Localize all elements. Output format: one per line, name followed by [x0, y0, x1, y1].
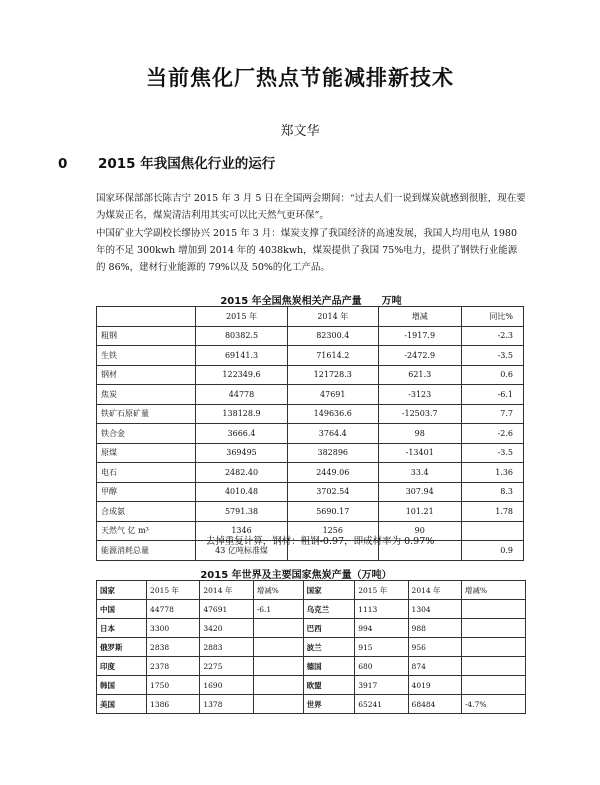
table-cell: 粗钢 [97, 326, 196, 346]
world-coke-table [96, 580, 526, 714]
table-cell: 680 [355, 657, 408, 676]
table-cell: 原煤 [97, 443, 196, 463]
table-cell: 生铁 [97, 346, 196, 366]
table2-caption: 2015 年世界及主要国家焦炭产量（万吨） [200, 570, 392, 581]
table-cell: 956 [408, 638, 461, 657]
table-cell: 5791.38 [196, 502, 287, 522]
table-header-cell: 2014 年 [408, 581, 461, 600]
table-row [97, 326, 524, 346]
table-cell: 98 [378, 424, 461, 444]
table-cell [253, 676, 303, 695]
table-row [97, 638, 526, 657]
table-cell: 2482.40 [196, 463, 287, 483]
table-header-cell: 增减% [253, 581, 303, 600]
table-cell: 美国 [97, 695, 147, 714]
table-cell: 382896 [287, 443, 378, 463]
table-cell: 122349.6 [196, 365, 287, 385]
table-cell: 韩国 [97, 676, 147, 695]
table-cell: 世界 [303, 695, 355, 714]
table-cell: 1346 [196, 521, 287, 541]
table-cell: 波兰 [303, 638, 355, 657]
table-cell: 47691 [287, 385, 378, 405]
table-cell: 307.94 [378, 482, 461, 502]
table-cell: 0.6 [461, 365, 523, 385]
table-row [97, 404, 524, 424]
table-cell: 994 [355, 619, 408, 638]
table-cell: -3.5 [461, 346, 523, 366]
table-cell: 3300 [147, 619, 200, 638]
table-row [97, 676, 526, 695]
table-header-row [97, 307, 524, 327]
table-cell: 钢材 [97, 365, 196, 385]
table-row [97, 502, 524, 522]
table-cell: 1378 [200, 695, 253, 714]
table-header-cell: 2014 年 [287, 307, 378, 327]
table1-note: 去掉重复计算，钢材：粗钢-0.97，即成材率为 0.97% [205, 536, 435, 547]
table-cell [253, 695, 303, 714]
table-cell: 47691 [200, 600, 253, 619]
table-cell: 43 亿吨标准煤 [196, 541, 287, 561]
table-header-cell: 2015 年 [147, 581, 200, 600]
table-cell: 1113 [355, 600, 408, 619]
table-cell: -2.3 [461, 326, 523, 346]
table-header-cell: 2015 年 [196, 307, 287, 327]
table-row [97, 657, 526, 676]
table-header-cell: 国家 [303, 581, 355, 600]
table-cell [253, 619, 303, 638]
table-cell: 铁矿石原矿量 [97, 404, 196, 424]
table-cell: 2449.06 [287, 463, 378, 483]
table-cell: 欧盟 [303, 676, 355, 695]
section-number: 0 [58, 156, 68, 172]
table-cell [461, 638, 525, 657]
section-heading [58, 152, 275, 172]
table-cell: 4010.48 [196, 482, 287, 502]
table-row [97, 385, 524, 405]
table-cell: 1750 [147, 676, 200, 695]
author-name: 郑文华 [280, 124, 320, 139]
table-cell: 5690.17 [287, 502, 378, 522]
table-cell: 印度 [97, 657, 147, 676]
table-header-cell: 增减% [461, 581, 525, 600]
table-cell: 3420 [200, 619, 253, 638]
table-cell: 915 [355, 638, 408, 657]
table-cell: 能源消耗总量 [97, 541, 196, 561]
table-cell: 电石 [97, 463, 196, 483]
table-cell: -1917.9 [378, 326, 461, 346]
document-title: 当前焦化厂热点节能减排新技术 [146, 66, 454, 90]
table-cell: 德国 [303, 657, 355, 676]
table-cell: 2275 [200, 657, 253, 676]
table-cell: 988 [408, 619, 461, 638]
table-cell: -2472.9 [378, 346, 461, 366]
table-cell: 1.36 [461, 463, 523, 483]
table-header-cell [97, 307, 196, 327]
table-cell: -6.1 [461, 385, 523, 405]
table-cell: 80382.5 [196, 326, 287, 346]
table-row [97, 600, 526, 619]
table-cell: 101.21 [378, 502, 461, 522]
table-cell: 俄罗斯 [97, 638, 147, 657]
table-cell: 369495 [196, 443, 287, 463]
table-cell: -12503.7 [378, 404, 461, 424]
table-cell: -4.7% [461, 695, 525, 714]
table-cell: 138128.9 [196, 404, 287, 424]
table-cell: 0.9 [461, 541, 523, 561]
table-cell: 日本 [97, 619, 147, 638]
table-header-row [97, 581, 526, 600]
table-row [97, 619, 526, 638]
table-row [97, 463, 524, 483]
table-cell [461, 600, 525, 619]
paragraph-1: 国家环保部部长陈吉宁 2015 年 3 月 5 日在全国两会期间：“过去人们一说到煤炭就感到很脏，现在要为煤炭正名，煤炭清洁利用其实可以比天然气更环保”。 [96, 193, 526, 221]
table1-caption: 2015 年全国焦炭相关产品产量 万吨 [220, 296, 402, 307]
table-row [97, 482, 524, 502]
table-cell [461, 676, 525, 695]
table-cell: 68484 [408, 695, 461, 714]
paragraph-2: 中国矿业大学副校长缪协兴 2015 年 3 月：煤炭支撑了我国经济的高速发展，我国人均用电从 1980 年的不足 300kwh 增加到 2014 年的 4038kwh，煤炭提供了我国 75%电力，提供了钢铁行业能源的 86%，建材行业能源的 79%以及 50%的化工产品。 [96, 228, 518, 273]
table-cell: 2378 [147, 657, 200, 676]
table-cell: 乌克兰 [303, 600, 355, 619]
table-cell: 7.7 [461, 404, 523, 424]
table-cell [461, 657, 525, 676]
table-cell: 天然气 亿 m³ [97, 521, 196, 541]
table-cell: 71614.2 [287, 346, 378, 366]
coke-products-table [96, 306, 524, 561]
table-cell: 3666.4 [196, 424, 287, 444]
table-cell: -3123 [378, 385, 461, 405]
table-cell: -6.1 [253, 600, 303, 619]
table-cell: 铁合金 [97, 424, 196, 444]
table-cell [253, 638, 303, 657]
table-cell: -3.5 [461, 443, 523, 463]
table-cell: 1690 [200, 676, 253, 695]
table-row [97, 695, 526, 714]
table-header-cell: 2015 年 [355, 581, 408, 600]
table-cell: 1256 [287, 521, 378, 541]
table-cell: 合成氨 [97, 502, 196, 522]
table-cell: 90 [378, 521, 461, 541]
table-cell: 82300.4 [287, 326, 378, 346]
table-cell: 44778 [196, 385, 287, 405]
table-cell: 874 [408, 657, 461, 676]
table-cell: 1.78 [461, 502, 523, 522]
table-header-cell: 同比% [461, 307, 523, 327]
table-cell: -2.6 [461, 424, 523, 444]
table-cell: 149636.6 [287, 404, 378, 424]
table-cell: 2883 [200, 638, 253, 657]
table-cell: 巴西 [303, 619, 355, 638]
table-cell: 65241 [355, 695, 408, 714]
table-header-cell: 2014 年 [200, 581, 253, 600]
table-cell: 121728.3 [287, 365, 378, 385]
table-cell: 69141.3 [196, 346, 287, 366]
table-header-cell: 国家 [97, 581, 147, 600]
table-cell: -13401 [378, 443, 461, 463]
table-cell: 3764.4 [287, 424, 378, 444]
table-cell: 8.3 [461, 482, 523, 502]
table-cell [253, 657, 303, 676]
table-header-cell: 增减 [378, 307, 461, 327]
table-cell: 33.4 [378, 463, 461, 483]
table-row [97, 346, 524, 366]
table-cell: 1304 [408, 600, 461, 619]
table-row [97, 424, 524, 444]
table-cell: 焦炭 [97, 385, 196, 405]
table-cell: 2838 [147, 638, 200, 657]
table-cell [461, 619, 525, 638]
table-cell: 44778 [147, 600, 200, 619]
table-cell: 甲醇 [97, 482, 196, 502]
section-title: 2015 年我国焦化行业的运行 [98, 156, 276, 172]
table-cell: 3702.54 [287, 482, 378, 502]
table-cell: 中国 [97, 600, 147, 619]
table-cell: 4019 [408, 676, 461, 695]
table-row [97, 365, 524, 385]
table-cell: 1386 [147, 695, 200, 714]
table-cell: 621.3 [378, 365, 461, 385]
table-cell: 3917 [355, 676, 408, 695]
table-row [97, 443, 524, 463]
